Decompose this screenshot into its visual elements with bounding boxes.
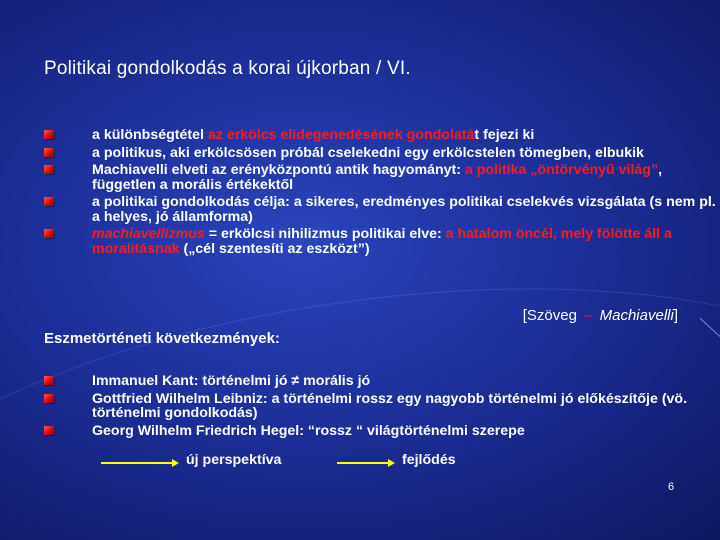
bullet-text-run: Machiavelli elveti az erényközpontú antik hagyományt: xyxy=(92,162,465,178)
perspective-label: új perspektíva xyxy=(186,452,282,468)
source-open: [Szöveg xyxy=(522,307,577,324)
bullet-text-run: machiavellizmus xyxy=(92,226,205,242)
square-bullet-icon xyxy=(44,197,54,206)
bullet-text-run: a politikai gondolkodás célja: a sikeres, eredményes politikai cselekvés vizsgálata (s nem pl. a helyes, jó államforma) xyxy=(92,194,716,225)
perspective-arrow-row xyxy=(100,452,500,472)
square-bullet-icon xyxy=(44,376,54,385)
main-bullet-list xyxy=(44,128,720,259)
source-separator: – xyxy=(584,307,593,324)
bullet-text-run: = erkölcsi nihilizmus politikai elve: xyxy=(204,226,446,242)
square-bullet-icon xyxy=(44,229,54,238)
slide-title: Politikai gondolkodás a korai újkorban / VI. xyxy=(44,58,411,79)
bullet-text-run: („cél szentesíti az eszközt”) xyxy=(179,240,370,257)
consequence-text: Gottfried Wilhelm Leibniz: a történelmi rossz egy nagyobb történelmi jó előkészítője (vö. történelmi gondolkodás) xyxy=(92,390,688,421)
consequence-item xyxy=(44,424,720,439)
consequence-bullet-list xyxy=(44,374,720,441)
bullet-text-run: a különbségtétel xyxy=(92,127,208,143)
bullet-text-run: a politikus, aki erkölcsösen próbál cselekedni egy erkölcstelen tömegben, elbukik xyxy=(92,144,644,161)
square-bullet-icon xyxy=(44,394,54,403)
consequence-text: Immanuel Kant: történelmi jó ≠ morális jó xyxy=(92,373,371,389)
square-bullet-icon xyxy=(44,165,54,174)
square-bullet-icon xyxy=(44,130,54,139)
square-bullet-icon xyxy=(44,426,54,435)
arrow-right-icon xyxy=(336,458,396,468)
bullet-item xyxy=(44,128,720,143)
page-number: 6 xyxy=(668,481,675,493)
bullet-item xyxy=(44,146,720,161)
source-name: Machiavelli xyxy=(599,307,674,324)
consequence-item xyxy=(44,374,720,389)
consequence-item xyxy=(44,392,720,421)
consequences-heading: Eszmetörténeti következmények: xyxy=(44,330,280,347)
square-bullet-icon xyxy=(44,148,54,157)
bullet-text-run: az erkölcs elidegenedésének gondolatá xyxy=(207,127,475,143)
consequence-text: Georg Wilhelm Friedrich Hegel: “rossz “ világtörténelmi szerepe xyxy=(92,422,525,439)
bullet-text-run: a politika „öntörvényű világ” xyxy=(464,162,659,178)
source-reference xyxy=(523,307,678,324)
progress-label: fejlődés xyxy=(402,452,456,468)
bullet-item xyxy=(44,227,720,256)
bullet-text-run: , független a morális értékektől xyxy=(92,162,663,193)
bullet-text-run: t fejezi ki xyxy=(474,127,535,143)
bullet-text-run: a hatalom öncél, mely fölötte áll a moralitásnak xyxy=(92,226,672,257)
arrow-right-icon xyxy=(100,458,180,468)
bullet-item xyxy=(44,195,720,224)
bullet-item xyxy=(44,163,720,192)
source-close: ] xyxy=(673,307,678,324)
